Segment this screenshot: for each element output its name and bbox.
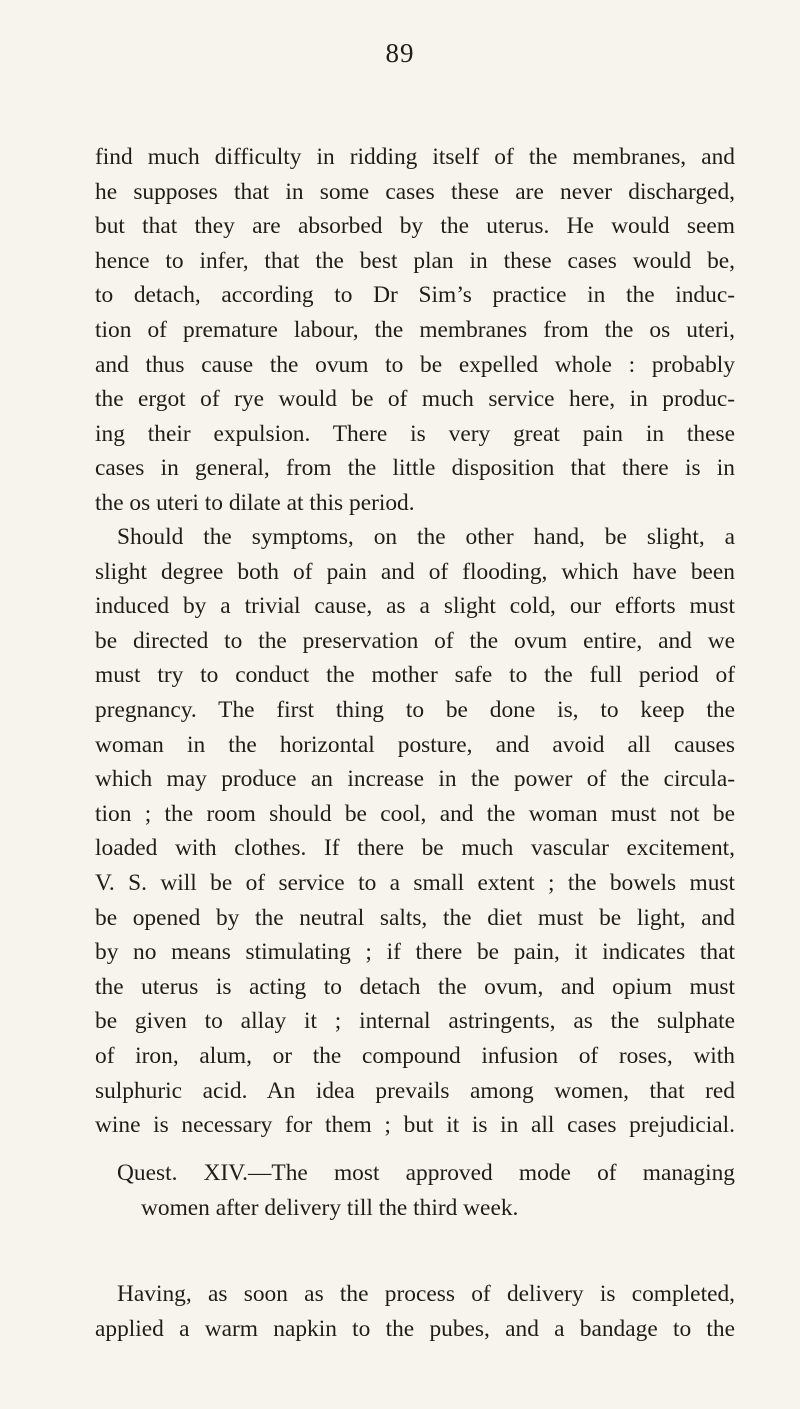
text-line: tion of premature labour, the membranes from the os uteri, bbox=[95, 316, 735, 343]
text-line: cases in general, from the little disposition that there is in bbox=[95, 455, 735, 482]
text-line: pregnancy. The first thing to be done is, to keep the bbox=[95, 696, 735, 723]
paragraph-answer bbox=[95, 1277, 735, 1346]
text-line: the uterus is acting to detach the ovum, and opium must bbox=[95, 973, 735, 1000]
text-line: induced by a trivial cause, as a slight cold, our efforts must bbox=[95, 593, 735, 620]
text-line: find much difficulty in ridding itself of the membranes, and bbox=[95, 144, 735, 170]
text-line: ing their expulsion. There is very great pain in these bbox=[95, 420, 735, 447]
text-line: V. S. will be of service to a small extent ; the bowels must bbox=[95, 869, 735, 896]
text-line: which may produce an increase in the power of the circula- bbox=[95, 766, 735, 793]
question-line: Quest. XIV.—The most approved mode of managing bbox=[117, 1160, 735, 1186]
text-line: hence to infer, that the best plan in these cases would be, bbox=[95, 247, 735, 274]
text-line: the ergot of rye would be of much service here, in produc- bbox=[95, 386, 735, 413]
text-line: Should the symptoms, on the other hand, be slight, a bbox=[117, 524, 735, 550]
page-number: 89 bbox=[385, 38, 415, 68]
text-line: be opened by the neutral salts, the diet must be light, and bbox=[95, 904, 735, 931]
paragraph-continuation bbox=[95, 140, 735, 521]
question-heading bbox=[95, 1156, 735, 1225]
text-line: of iron, alum, or the compound infusion of roses, with bbox=[95, 1042, 735, 1069]
text-line: Having, as soon as the process of delivery is completed, bbox=[117, 1281, 735, 1307]
text-line: be directed to the preservation of the ovum entire, and we bbox=[95, 627, 735, 654]
text-line: be given to allay it ; internal astringents, as the sulphate bbox=[95, 1008, 735, 1035]
question-line: women after delivery till the third week. bbox=[141, 1194, 519, 1221]
text-line: tion ; the room should be cool, and the woman must not be bbox=[95, 800, 735, 827]
text-line: wine is necessary for them ; but it is in all cases prejudicial. bbox=[95, 1112, 735, 1139]
text-line: slight degree both of pain and of flooding, which have been bbox=[95, 558, 735, 585]
text-line: and thus cause the ovum to be expelled whole : probably bbox=[95, 351, 735, 378]
paragraph-treatment bbox=[95, 520, 735, 1143]
text-line: sulphuric acid. An idea prevails among women, that red bbox=[95, 1077, 735, 1104]
text-line: by no means stimulating ; if there be pain, it indicates that bbox=[95, 939, 735, 966]
text-line: the os uteri to dilate at this period. bbox=[95, 489, 415, 516]
text-line: he supposes that in some cases these are never discharged, bbox=[95, 178, 735, 205]
text-line: must try to conduct the mother safe to the full period of bbox=[95, 662, 735, 689]
text-line: woman in the horizontal posture, and avoid all causes bbox=[95, 731, 735, 758]
text-line: applied a warm napkin to the pubes, and a bandage to the bbox=[95, 1315, 735, 1342]
text-line: to detach, according to Dr Sim’s practice in the induc- bbox=[95, 282, 735, 309]
text-line: but that they are absorbed by the uterus. He would seem bbox=[95, 213, 735, 240]
text-line: loaded with clothes. If there be much vascular excitement, bbox=[95, 835, 735, 862]
